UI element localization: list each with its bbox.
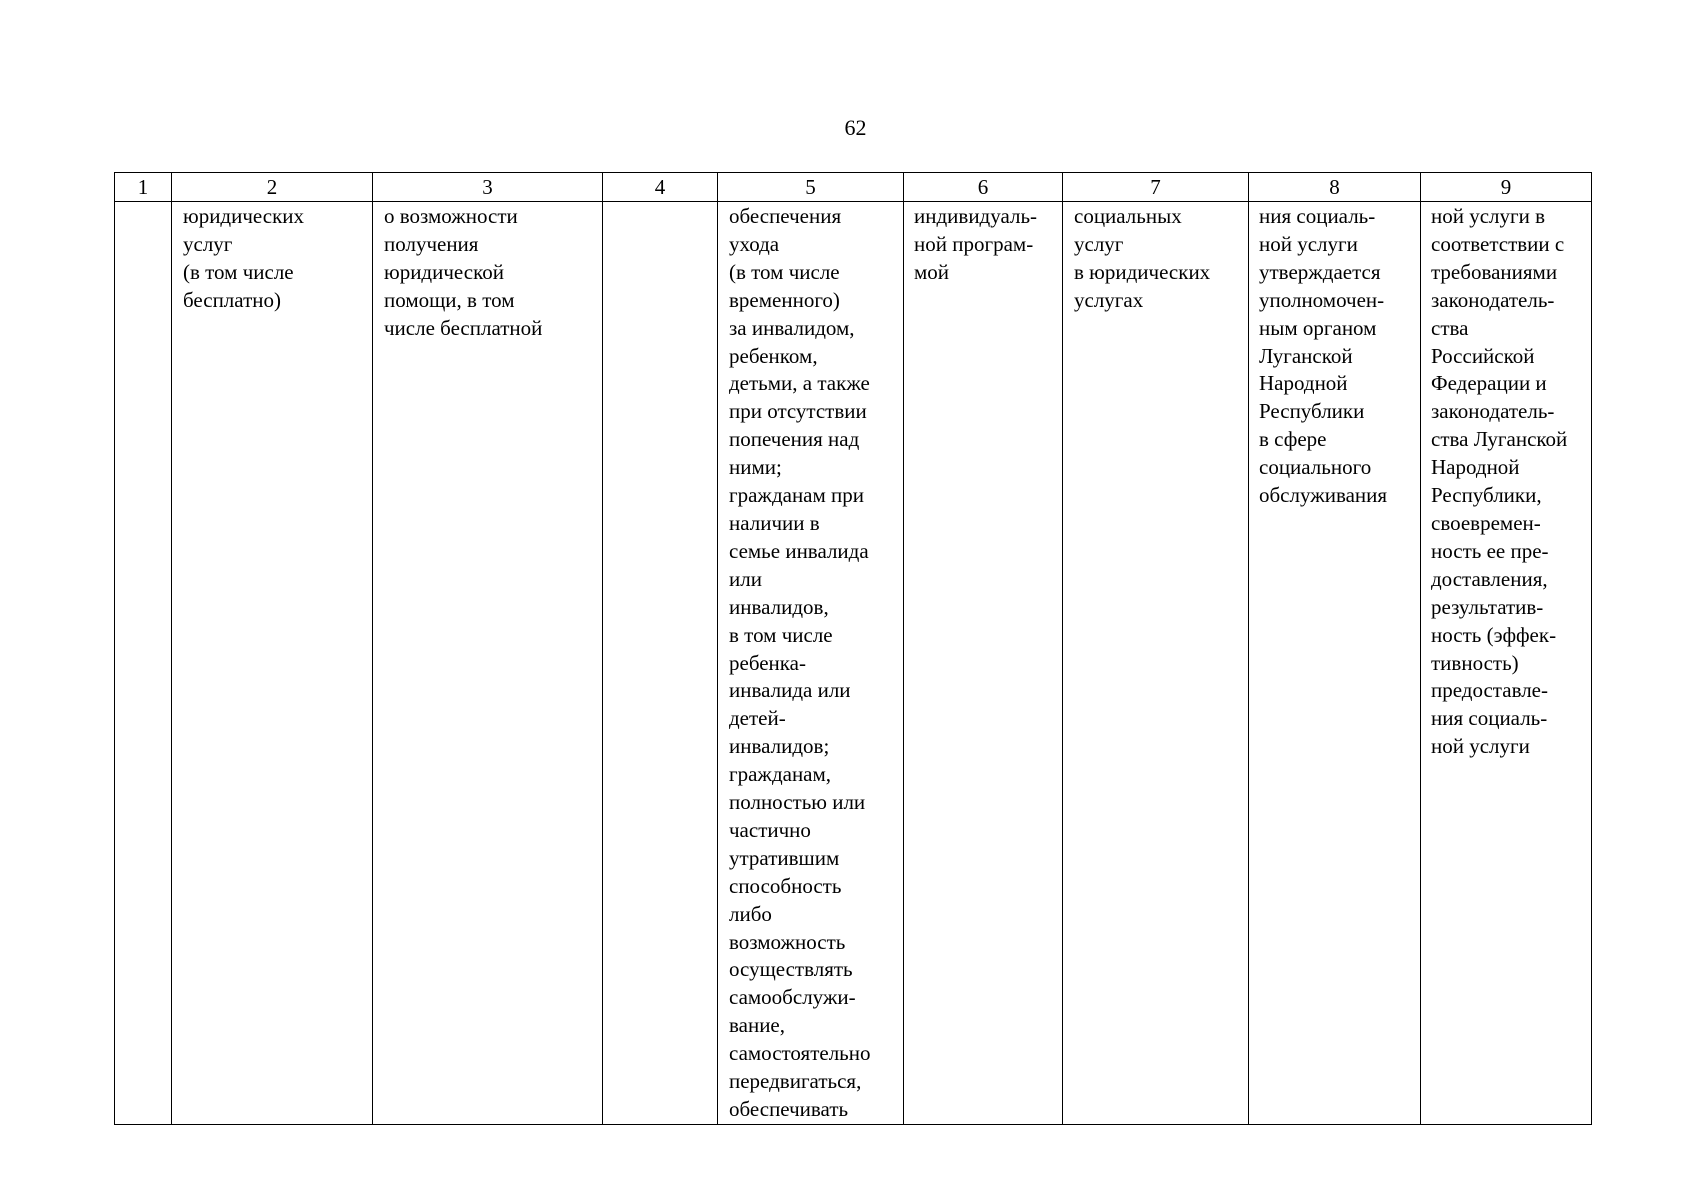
cell-text-line: наличии в xyxy=(729,510,820,535)
cell-text-line: возможность xyxy=(729,929,846,954)
column-header-6: 6 xyxy=(904,173,1063,202)
cell-text-line: числе бесплатной xyxy=(384,315,543,340)
table-cell-col7 xyxy=(1063,202,1249,1125)
cell-text-line: законодатель- xyxy=(1431,287,1555,312)
cell-text-line: юридических xyxy=(183,204,305,228)
cell-text-line: обслуживания xyxy=(1259,483,1388,508)
column-header-7: 7 xyxy=(1063,173,1249,202)
cell-text-line: мой xyxy=(914,259,950,284)
cell-text-line: способность xyxy=(729,873,842,898)
cell-text-line: ребенком, xyxy=(729,343,818,368)
cell-text-line: временного) xyxy=(729,287,840,312)
cell-text-line: детьми, а также xyxy=(729,371,870,396)
cell-text-line: обеспечения xyxy=(729,204,842,228)
cell-text-line: соответствии с xyxy=(1431,231,1565,256)
cell-text-line: обеспечивать xyxy=(729,1097,849,1121)
cell-text-line: частично xyxy=(729,817,811,842)
cell-text-line: в сфере xyxy=(1259,427,1327,452)
table-cell-col1 xyxy=(115,202,172,1125)
cell-text-line: ухода xyxy=(729,231,780,256)
cell-text-line: вание, xyxy=(729,1013,786,1038)
cell-text-line: осуществлять xyxy=(729,957,853,982)
cell-text-line: ной програм- xyxy=(914,231,1034,256)
cell-text-line: требованиями xyxy=(1431,259,1558,284)
cell-text-line: (в том числе xyxy=(729,259,840,284)
cell-text-line: Российской xyxy=(1431,343,1535,368)
cell-text-line: инвалида или xyxy=(729,678,851,703)
cell-text-line: ным органом xyxy=(1259,315,1377,340)
cell-text-line: ность (эффек- xyxy=(1431,622,1557,647)
cell-text-line: доставления, xyxy=(1431,566,1548,591)
cell-text-line: результатив- xyxy=(1431,594,1544,619)
cell-text-line: попечения над xyxy=(729,427,860,452)
cell-text-line: о возможности xyxy=(384,204,518,228)
cell-text-line: услугах xyxy=(1074,287,1144,312)
services-table xyxy=(114,172,1592,1125)
cell-text-line: за инвалидом, xyxy=(729,315,855,340)
cell-text-line: получения xyxy=(384,231,479,256)
cell-text-line: ства Луганской xyxy=(1431,427,1568,452)
header-row xyxy=(115,173,1592,202)
cell-text-line: семье инвалида xyxy=(729,538,869,563)
cell-text-line: индивидуаль- xyxy=(914,204,1038,228)
cell-text-line: предоставле- xyxy=(1431,678,1548,703)
cell-text-line: ребенка- xyxy=(729,650,806,675)
cell-text-line: услуг xyxy=(183,231,233,256)
table-cell-col2 xyxy=(172,202,373,1125)
table-cell-col8 xyxy=(1249,202,1421,1125)
cell-text-line: (в том числе xyxy=(183,259,294,284)
cell-text-line: гражданам, xyxy=(729,762,832,787)
cell-text-line: в юридических xyxy=(1074,259,1211,284)
column-header-9: 9 xyxy=(1421,173,1592,202)
cell-text-line: Республики xyxy=(1259,399,1365,424)
cell-text-line: ства xyxy=(1431,315,1469,340)
cell-text-line: самообслужи- xyxy=(729,985,856,1010)
page-number: 62 xyxy=(844,115,867,140)
cell-text-line: социальных xyxy=(1074,204,1182,228)
cell-text-line: законодатель- xyxy=(1431,399,1555,424)
cell-text-line: своевремен- xyxy=(1431,510,1541,535)
cell-text-line: ними; xyxy=(729,455,782,480)
cell-text-line: Луганской xyxy=(1259,343,1353,368)
column-header-2: 2 xyxy=(172,173,373,202)
cell-text-line: ной услуги в xyxy=(1431,204,1546,228)
column-header-5: 5 xyxy=(718,173,904,202)
cell-text-line: социального xyxy=(1259,455,1372,480)
cell-text-line: тивность) xyxy=(1431,650,1519,675)
cell-text-line: в том числе xyxy=(729,622,833,647)
cell-text-line: ния социаль- xyxy=(1259,204,1376,228)
table-cell-col4 xyxy=(603,202,718,1125)
table-cell-col3 xyxy=(373,202,603,1125)
cell-text-line: или xyxy=(729,566,762,591)
cell-text-line: при отсутствии xyxy=(729,399,867,424)
cell-text-line: юридической xyxy=(384,259,504,284)
cell-text-line: передвигаться, xyxy=(729,1069,862,1094)
cell-text-line: ния социаль- xyxy=(1431,706,1548,731)
column-header-1: 1 xyxy=(115,173,172,202)
cell-text-line: помощи, в том xyxy=(384,287,515,312)
cell-text-line: утверждается xyxy=(1259,259,1381,284)
column-header-8: 8 xyxy=(1249,173,1421,202)
cell-text-line: бесплатно) xyxy=(183,287,281,312)
cell-text-line: Республики, xyxy=(1431,483,1542,508)
cell-text-line: ность ее пре- xyxy=(1431,538,1549,563)
cell-text-line: детей- xyxy=(729,706,786,731)
cell-text-line: инвалидов, xyxy=(729,594,829,619)
cell-text-line: ной услуги xyxy=(1431,734,1530,759)
cell-text-line: уполномочен- xyxy=(1259,287,1385,312)
cell-text-line: ной услуги xyxy=(1259,231,1358,256)
cell-text-line: услуг xyxy=(1074,231,1124,256)
cell-text-line: полностью или xyxy=(729,790,866,815)
table-row xyxy=(115,202,1592,1125)
cell-text-line: Народной xyxy=(1259,371,1348,396)
table-cell-col6 xyxy=(904,202,1063,1125)
cell-text-line: Народной xyxy=(1431,455,1520,480)
column-header-4: 4 xyxy=(603,173,718,202)
table-cell-col5 xyxy=(718,202,904,1125)
table-cell-col9 xyxy=(1421,202,1592,1125)
cell-text-line: гражданам при xyxy=(729,483,865,508)
cell-text-line: самостоятельно xyxy=(729,1041,871,1066)
cell-text-line: утратившим xyxy=(729,845,840,870)
column-header-3: 3 xyxy=(373,173,603,202)
cell-text-line: инвалидов; xyxy=(729,734,830,759)
cell-text-line: Федерации и xyxy=(1431,371,1547,396)
cell-text-line: либо xyxy=(729,901,772,926)
